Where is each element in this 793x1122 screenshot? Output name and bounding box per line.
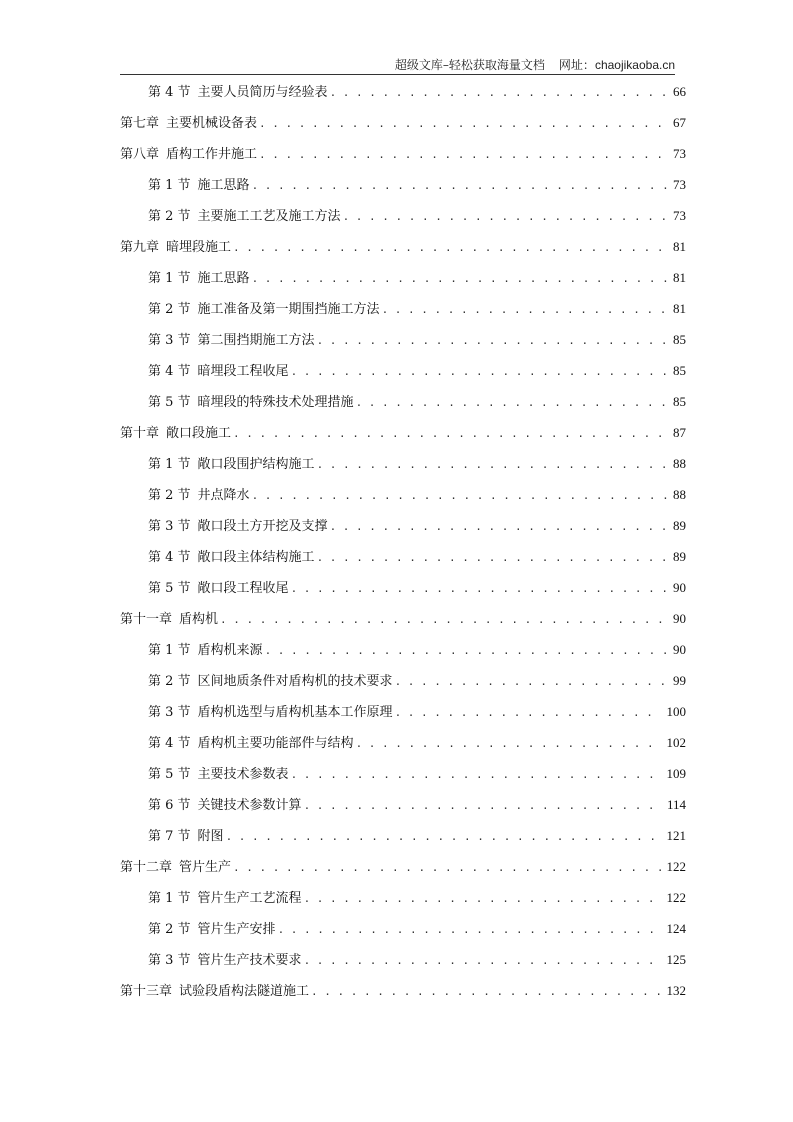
page-header: [120, 57, 675, 73]
toc-section-entry[interactable]: [120, 479, 686, 510]
toc-entry-page-number: 121: [666, 828, 686, 843]
toc-entry-number: 第 3 节: [148, 333, 191, 348]
toc-entry-page-number: 124: [666, 921, 686, 936]
toc-chapter-entry[interactable]: [120, 417, 686, 448]
toc-entry-title: 试验段盾构法隧道施工: [179, 984, 310, 999]
toc-dot-leader: [382, 294, 667, 325]
toc-entry-title: 区间地质条件对盾构机的技术要求: [197, 674, 393, 689]
toc-entry-number: 第 5 节: [148, 581, 191, 596]
toc-entry-number: 第 1 节: [148, 643, 191, 658]
toc-section-entry[interactable]: [120, 882, 686, 913]
toc-entry-title: 施工准备及第一期围挡施工方法: [197, 302, 380, 317]
toc-section-entry[interactable]: [120, 665, 686, 696]
toc-entry-number: 第十三章: [120, 984, 173, 999]
toc-section-entry[interactable]: [120, 355, 686, 386]
toc-dot-leader: [317, 542, 667, 573]
toc-entry-number: 第十章: [120, 426, 160, 441]
toc-entry-title: 管片生产技术要求: [197, 953, 302, 968]
toc-section-entry[interactable]: [120, 262, 686, 293]
toc-dot-leader: [304, 945, 661, 976]
toc-entry-page-number: 90: [673, 642, 686, 657]
toc-section-entry[interactable]: [120, 572, 686, 603]
toc-entry-page-number: 73: [673, 208, 686, 223]
toc-section-entry[interactable]: [120, 820, 686, 851]
toc-entry-page-number: 67: [673, 115, 686, 130]
toc-entry-page-number: 114: [666, 797, 686, 812]
toc-entry-title: 敞口段土方开挖及支撑: [197, 519, 328, 534]
toc-section-entry[interactable]: [120, 169, 686, 200]
toc-entry-number: 第 3 节: [148, 705, 191, 720]
toc-entry-number: 第十一章: [120, 612, 173, 627]
toc-entry-number: 第七章: [120, 116, 160, 131]
toc-entry-page-number: 85: [673, 394, 686, 409]
toc-entry-title: 暗埋段施工: [166, 240, 232, 255]
toc-entry-title: 盾构工作井施工: [166, 147, 258, 162]
toc-entry-page-number: 89: [673, 518, 686, 533]
toc-dot-leader: [252, 263, 667, 294]
toc-entry-title: 盾构机主要功能部件与结构: [197, 736, 354, 751]
toc-dot-leader: [265, 635, 667, 666]
toc-entry-page-number: 85: [673, 332, 686, 347]
toc-entry-title: 敞口段工程收尾: [197, 581, 289, 596]
toc-dot-leader: [291, 356, 667, 387]
toc-dot-leader: [259, 108, 667, 139]
toc-dot-leader: [226, 821, 661, 852]
toc-chapter-entry[interactable]: [120, 975, 686, 1006]
toc-chapter-entry[interactable]: [120, 851, 686, 882]
toc-entry-page-number: 85: [673, 363, 686, 378]
toc-section-entry[interactable]: [120, 200, 686, 231]
toc-section-entry[interactable]: [120, 448, 686, 479]
toc-entry-title: 关键技术参数计算: [197, 798, 302, 813]
toc-entry-title: 盾构机: [179, 612, 219, 627]
toc-entry-page-number: 99: [673, 673, 686, 688]
toc-entry-title: 施工思路: [197, 271, 250, 286]
toc-entry-number: 第 1 节: [148, 271, 191, 286]
toc-entry-number: 第 1 节: [148, 891, 191, 906]
toc-entry-page-number: 109: [666, 766, 686, 781]
toc-entry-number: 第九章: [120, 240, 160, 255]
toc-dot-leader: [395, 697, 661, 728]
toc-entry-title: 井点降水: [197, 488, 250, 503]
toc-section-entry[interactable]: [120, 293, 686, 324]
toc-entry-page-number: 90: [673, 580, 686, 595]
toc-entry-title: 暗埋段工程收尾: [197, 364, 289, 379]
toc-chapter-entry[interactable]: [120, 138, 686, 169]
header-url-label: 网址：: [558, 58, 595, 72]
toc-entry-title: 管片生产: [179, 860, 232, 875]
toc-dot-leader: [395, 666, 667, 697]
toc-dot-leader: [220, 604, 667, 635]
toc-entry-number: 第 2 节: [148, 674, 191, 689]
toc-entry-number: 第 3 节: [148, 953, 191, 968]
toc-entry-number: 第 3 节: [148, 519, 191, 534]
toc-dot-leader: [233, 852, 660, 883]
toc-entry-page-number: 81: [673, 301, 686, 316]
toc-dot-leader: [291, 573, 667, 604]
toc-section-entry[interactable]: [120, 510, 686, 541]
toc-entry-page-number: 122: [666, 890, 686, 905]
toc-entry-number: 第 5 节: [148, 395, 191, 410]
toc-chapter-entry[interactable]: [120, 603, 686, 634]
toc-dot-leader: [304, 883, 661, 914]
toc-entry-title: 施工思路: [197, 178, 250, 193]
toc-entry-title: 第二围挡期施工方法: [197, 333, 315, 348]
toc-entry-title: 暗埋段的特殊技术处理措施: [197, 395, 354, 410]
toc-entry-title: 盾构机来源: [197, 643, 263, 658]
header-rule: [120, 74, 675, 75]
toc-section-entry[interactable]: [120, 386, 686, 417]
toc-dot-leader: [233, 232, 667, 263]
toc-entry-page-number: 90: [673, 611, 686, 626]
toc-entry-page-number: 73: [673, 177, 686, 192]
toc-entry-page-number: 73: [673, 146, 686, 161]
toc-entry-page-number: 125: [666, 952, 686, 967]
toc-entry-title: 主要人员简历与经验表: [197, 85, 328, 100]
toc-entry-page-number: 122: [666, 859, 686, 874]
toc-section-entry[interactable]: [120, 758, 686, 789]
toc-entry-number: 第 4 节: [148, 364, 191, 379]
toc-chapter-entry[interactable]: [120, 231, 686, 262]
toc-entry-number: 第 7 节: [148, 829, 191, 844]
toc-entry-page-number: 81: [673, 270, 686, 285]
toc-dot-leader: [343, 201, 667, 232]
toc-entry-number: 第 2 节: [148, 302, 191, 317]
toc-dot-leader: [252, 480, 667, 511]
toc-dot-leader: [304, 790, 661, 821]
toc-entry-title: 主要技术参数表: [197, 767, 289, 782]
toc-dot-leader: [278, 914, 661, 945]
toc-entry-page-number: 88: [673, 487, 686, 502]
toc-entry-page-number: 102: [666, 735, 686, 750]
toc-section-entry[interactable]: [120, 76, 686, 107]
toc-section-entry[interactable]: [120, 634, 686, 665]
toc-entry-title: 敞口段施工: [166, 426, 232, 441]
toc-entry-title: 附图: [197, 829, 224, 844]
toc-section-entry[interactable]: [120, 913, 686, 944]
toc-entry-number: 第八章: [120, 147, 160, 162]
toc-dot-leader: [330, 511, 667, 542]
toc-entry-page-number: 100: [666, 704, 686, 719]
toc-entry-title: 敞口段围护结构施工: [197, 457, 315, 472]
toc-entry-number: 第 5 节: [148, 767, 191, 782]
toc-entry-title: 主要施工工艺及施工方法: [197, 209, 341, 224]
header-site-name: 超级文库–轻松获取海量文档: [394, 58, 545, 72]
toc-dot-leader: [233, 418, 667, 449]
toc-entry-page-number: 132: [666, 983, 686, 998]
toc-entry-number: 第 4 节: [148, 736, 191, 751]
toc-section-entry[interactable]: [120, 696, 686, 727]
toc-dot-leader: [317, 449, 667, 480]
toc-dot-leader: [291, 759, 661, 790]
toc-section-entry[interactable]: [120, 324, 686, 355]
toc-entry-page-number: 81: [673, 239, 686, 254]
toc-entry-title: 敞口段主体结构施工: [197, 550, 315, 565]
toc-entry-number: 第 2 节: [148, 209, 191, 224]
toc-section-entry[interactable]: [120, 789, 686, 820]
toc-section-entry[interactable]: [120, 727, 686, 758]
toc-entry-title: 管片生产安排: [197, 922, 276, 937]
toc-entry-number: 第 2 节: [148, 488, 191, 503]
toc-entry-page-number: 89: [673, 549, 686, 564]
toc-dot-leader: [252, 170, 667, 201]
toc-entry-number: 第十二章: [120, 860, 173, 875]
toc-entry-title: 主要机械设备表: [166, 116, 258, 131]
toc-entry-number: 第 1 节: [148, 178, 191, 193]
toc-entry-number: 第 2 节: [148, 922, 191, 937]
toc-entry-page-number: 88: [673, 456, 686, 471]
toc-dot-leader: [356, 387, 667, 418]
toc-dot-leader: [330, 77, 667, 108]
toc-entry-number: 第 1 节: [148, 457, 191, 472]
toc-entry-title: 管片生产工艺流程: [197, 891, 302, 906]
toc-chapter-entry[interactable]: [120, 107, 686, 138]
toc-entry-number: 第 4 节: [148, 550, 191, 565]
toc-dot-leader: [311, 976, 660, 1007]
toc-entry-title: 盾构机选型与盾构机基本工作原理: [197, 705, 393, 720]
toc-section-entry[interactable]: [120, 541, 686, 572]
toc-dot-leader: [317, 325, 667, 356]
toc-entry-number: 第 4 节: [148, 85, 191, 100]
table-of-contents: [120, 76, 686, 1006]
header-url: chaojikaoba.cn: [594, 58, 675, 72]
toc-entry-page-number: 66: [673, 84, 686, 99]
toc-section-entry[interactable]: [120, 944, 686, 975]
toc-dot-leader: [356, 728, 661, 759]
toc-entry-number: 第 6 节: [148, 798, 191, 813]
toc-entry-page-number: 87: [673, 425, 686, 440]
toc-dot-leader: [259, 139, 667, 170]
